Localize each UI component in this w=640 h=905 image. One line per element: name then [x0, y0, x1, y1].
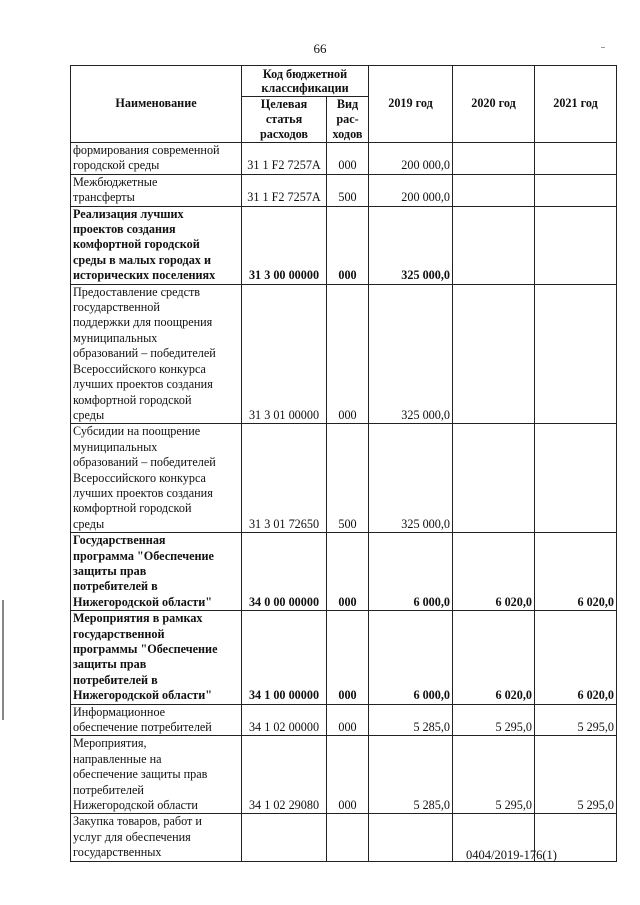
row-name: Реализация лучших проектов создания комфортной городской среды в малых городах и исторических поселениях	[71, 206, 242, 284]
row-value-2021	[535, 143, 617, 175]
row-name: формирования современной городской среды	[71, 143, 242, 175]
table-row	[71, 206, 617, 284]
row-value-2019: 200 000,0	[369, 174, 453, 206]
row-value-2020: 5 295,0	[453, 704, 535, 736]
table-row	[71, 611, 617, 704]
row-value-2021: 6 020,0	[535, 611, 617, 704]
row-target-code: 31 3 01 00000	[242, 284, 327, 424]
row-target-code: 34 1 02 29080	[242, 736, 327, 814]
row-value-2020	[453, 424, 535, 533]
row-name: Субсидии на поощрение муниципальных образований – победителей Всероссийского конкурса лучших проектов создания комфортной городской среды	[71, 424, 242, 533]
row-expense-type: 000	[327, 533, 369, 611]
row-expense-type: 500	[327, 174, 369, 206]
row-target-code: 31 1 F2 7257A	[242, 143, 327, 175]
row-target-code: 34 1 02 00000	[242, 704, 327, 736]
header-2019: 2019 год	[369, 66, 453, 143]
row-name: Информационное обеспечение потребителей	[71, 704, 242, 736]
row-expense-type: 000	[327, 284, 369, 424]
header-target-article: Целевая статья расходов	[242, 97, 327, 143]
row-value-2020	[453, 206, 535, 284]
row-value-2019: 325 000,0	[369, 284, 453, 424]
row-value-2021: 6 020,0	[535, 533, 617, 611]
row-name: Мероприятия, направленные на обеспечение защиты прав потребителей Нижегородской области	[71, 736, 242, 814]
table-row	[71, 143, 617, 175]
page-number: 66	[313, 41, 327, 56]
row-value-2020: 6 020,0	[453, 533, 535, 611]
row-target-code: 31 3 00 00000	[242, 206, 327, 284]
row-value-2020: 6 020,0	[453, 611, 535, 704]
budget-table	[70, 65, 617, 862]
header-code-group: Код бюджетной классификации	[242, 66, 369, 97]
row-value-2021: 5 295,0	[535, 704, 617, 736]
row-expense-type: 000	[327, 704, 369, 736]
row-expense-type: 000	[327, 206, 369, 284]
row-target-code: 34 1 00 00000	[242, 611, 327, 704]
row-value-2019: 325 000,0	[369, 424, 453, 533]
table-row	[71, 284, 617, 424]
row-value-2020	[453, 174, 535, 206]
table-row	[71, 424, 617, 533]
row-name: Межбюджетные трансферты	[71, 174, 242, 206]
scan-margin-line	[2, 600, 4, 720]
header-name: Наименование	[71, 66, 242, 143]
table-row	[71, 174, 617, 206]
row-value-2021	[535, 206, 617, 284]
row-value-2019	[369, 814, 453, 861]
row-value-2021	[535, 284, 617, 424]
table-row	[71, 533, 617, 611]
row-value-2021: 5 295,0	[535, 736, 617, 814]
row-expense-type: 500	[327, 424, 369, 533]
row-value-2019: 6 000,0	[369, 533, 453, 611]
row-value-2019: 6 000,0	[369, 611, 453, 704]
row-expense-type: 000	[327, 736, 369, 814]
row-value-2019: 5 285,0	[369, 736, 453, 814]
row-value-2019: 200 000,0	[369, 143, 453, 175]
row-name: Закупка товаров, работ и услуг для обеспечения государственных	[71, 814, 242, 861]
row-name: Государственная программа "Обеспечение защиты прав потребителей в Нижегородской области"	[71, 533, 242, 611]
row-target-code	[242, 814, 327, 861]
header-expense-type: Вид рас- ходов	[327, 97, 369, 143]
row-expense-type: 000	[327, 143, 369, 175]
row-value-2021	[535, 424, 617, 533]
row-target-code: 31 1 F2 7257A	[242, 174, 327, 206]
row-name: Мероприятия в рамках государственной программы "Обеспечение защиты прав потребителей в Нижегородской области"	[71, 611, 242, 704]
document-code: 0404/2019-176(1)	[466, 848, 557, 862]
row-value-2019: 5 285,0	[369, 704, 453, 736]
row-value-2020: 5 295,0	[453, 736, 535, 814]
row-target-code: 34 0 00 00000	[242, 533, 327, 611]
row-value-2019: 325 000,0	[369, 206, 453, 284]
header-2020: 2020 год	[453, 66, 535, 143]
margin-dash	[601, 47, 605, 48]
row-value-2020	[453, 284, 535, 424]
row-expense-type	[327, 814, 369, 861]
row-value-2021	[535, 174, 617, 206]
row-name: Предоставление средств государственной поддержки для поощрения муниципальных образований – победителей Всероссийского конкурса лучших проектов создания комфортной городской среды	[71, 284, 242, 424]
row-target-code: 31 3 01 72650	[242, 424, 327, 533]
row-expense-type: 000	[327, 611, 369, 704]
table-row	[71, 736, 617, 814]
table-row	[71, 704, 617, 736]
header-2021: 2021 год	[535, 66, 617, 143]
row-value-2020	[453, 143, 535, 175]
